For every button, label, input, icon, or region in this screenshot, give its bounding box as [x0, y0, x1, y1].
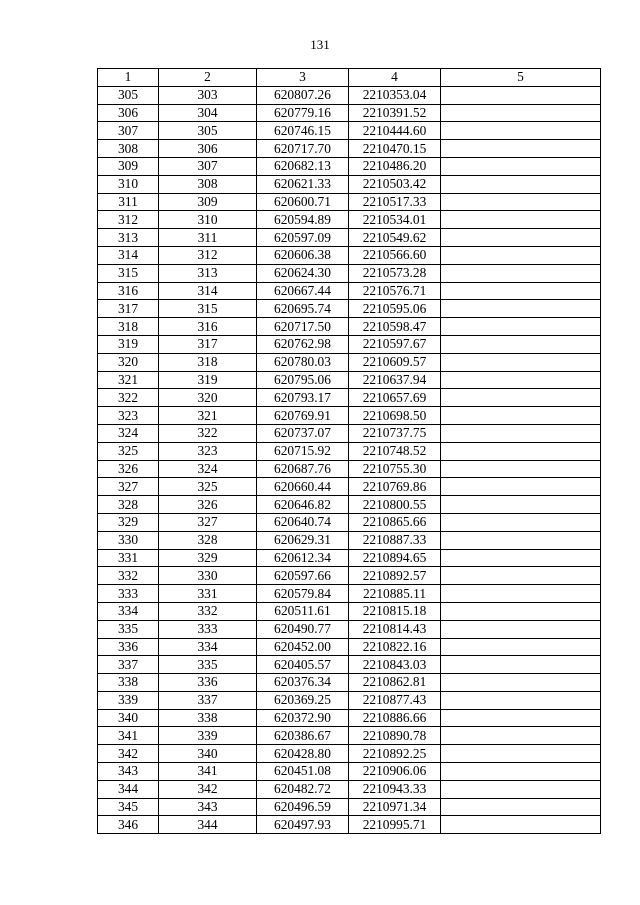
- table-row: [98, 229, 601, 247]
- table-cell-col-2: 328: [159, 531, 257, 549]
- table-cell-col-3: 620737.07: [257, 424, 349, 442]
- table-cell-col-1: 308: [98, 140, 159, 158]
- table-row: [98, 620, 601, 638]
- table-cell-col-2: 303: [159, 86, 257, 104]
- table-cell-col-2: 340: [159, 745, 257, 763]
- table-cell-col-1: 314: [98, 246, 159, 264]
- table-cell-col-3: 620496.59: [257, 798, 349, 816]
- table-cell-col-4: 2210862.81: [349, 674, 441, 692]
- table-cell-col-5: [441, 282, 601, 300]
- table-row: [98, 780, 601, 798]
- table-cell-col-4: 2210470.15: [349, 140, 441, 158]
- table-cell-col-3: 620695.74: [257, 300, 349, 318]
- table-cell-col-5: [441, 371, 601, 389]
- coordinates-table: [97, 68, 601, 834]
- table-cell-col-2: 314: [159, 282, 257, 300]
- table-cell-col-3: 620597.09: [257, 229, 349, 247]
- table-cell-col-5: [441, 620, 601, 638]
- table-cell-col-3: 620490.77: [257, 620, 349, 638]
- table-row: [98, 460, 601, 478]
- table-cell-col-4: 2210737.75: [349, 424, 441, 442]
- table-cell-col-2: 321: [159, 407, 257, 425]
- table-cell-col-5: [441, 496, 601, 514]
- table-row: [98, 140, 601, 158]
- table-cell-col-5: [441, 246, 601, 264]
- table-cell-col-4: 2210865.66: [349, 513, 441, 531]
- table-cell-col-3: 620762.98: [257, 335, 349, 353]
- table-cell-col-1: 340: [98, 709, 159, 727]
- table-cell-col-5: [441, 531, 601, 549]
- table-cell-col-4: 2210698.50: [349, 407, 441, 425]
- table-row: [98, 709, 601, 727]
- table-cell-col-3: 620606.38: [257, 246, 349, 264]
- table-cell-col-1: 321: [98, 371, 159, 389]
- table-cell-col-3: 620660.44: [257, 478, 349, 496]
- table-cell-col-5: [441, 442, 601, 460]
- table-cell-col-2: 315: [159, 300, 257, 318]
- table-cell-col-5: [441, 567, 601, 585]
- table-cell-col-5: [441, 727, 601, 745]
- table-cell-col-3: 620369.25: [257, 691, 349, 709]
- table-cell-col-1: 307: [98, 122, 159, 140]
- table-cell-col-4: 2210886.66: [349, 709, 441, 727]
- table-cell-col-5: [441, 816, 601, 834]
- table-cell-col-3: 620594.89: [257, 211, 349, 229]
- table-cell-col-2: 344: [159, 816, 257, 834]
- table-cell-col-3: 620451.08: [257, 763, 349, 781]
- table-cell-col-4: 2210517.33: [349, 193, 441, 211]
- table-cell-col-1: 344: [98, 780, 159, 798]
- table-cell-col-4: 2210814.43: [349, 620, 441, 638]
- table-row: [98, 638, 601, 656]
- table-row: [98, 175, 601, 193]
- table-cell-col-2: 336: [159, 674, 257, 692]
- table-cell-col-2: 309: [159, 193, 257, 211]
- table-cell-col-3: 620376.34: [257, 674, 349, 692]
- table-header: [98, 69, 601, 87]
- table-cell-col-3: 620579.84: [257, 585, 349, 603]
- table-cell-col-1: 328: [98, 496, 159, 514]
- table-cell-col-1: 346: [98, 816, 159, 834]
- table-cell-col-1: 336: [98, 638, 159, 656]
- table-cell-col-5: [441, 140, 601, 158]
- table-cell-col-1: 331: [98, 549, 159, 567]
- table-cell-col-5: [441, 104, 601, 122]
- table-cell-col-2: 342: [159, 780, 257, 798]
- table-cell-col-2: 325: [159, 478, 257, 496]
- table-cell-col-1: 334: [98, 602, 159, 620]
- table-cell-col-3: 620612.34: [257, 549, 349, 567]
- table-cell-col-1: 333: [98, 585, 159, 603]
- table-cell-col-1: 330: [98, 531, 159, 549]
- table-cell-col-5: [441, 122, 601, 140]
- table-row: [98, 691, 601, 709]
- table-cell-col-4: 2210894.65: [349, 549, 441, 567]
- table-cell-col-4: 2210815.18: [349, 602, 441, 620]
- table-cell-col-3: 620640.74: [257, 513, 349, 531]
- table-cell-col-3: 620372.90: [257, 709, 349, 727]
- table-row: [98, 193, 601, 211]
- table-cell-col-5: [441, 745, 601, 763]
- table-cell-col-5: [441, 424, 601, 442]
- table-cell-col-3: 620717.70: [257, 140, 349, 158]
- table-cell-col-2: 312: [159, 246, 257, 264]
- table-cell-col-2: 316: [159, 318, 257, 336]
- table-cell-col-2: 341: [159, 763, 257, 781]
- table-cell-col-1: 313: [98, 229, 159, 247]
- table-cell-col-1: 305: [98, 86, 159, 104]
- table-cell-col-1: 327: [98, 478, 159, 496]
- table-row: [98, 246, 601, 264]
- table-cell-col-3: 620780.03: [257, 353, 349, 371]
- table-cell-col-4: 2210800.55: [349, 496, 441, 514]
- table-cell-col-1: 318: [98, 318, 159, 336]
- table-cell-col-4: 2210353.04: [349, 86, 441, 104]
- table-row: [98, 122, 601, 140]
- table-cell-col-3: 620428.80: [257, 745, 349, 763]
- table-cell-col-2: 317: [159, 335, 257, 353]
- page-number: 131: [310, 37, 330, 52]
- table-cell-col-2: 311: [159, 229, 257, 247]
- table-cell-col-5: [441, 86, 601, 104]
- table-row: [98, 745, 601, 763]
- table-cell-col-1: 343: [98, 763, 159, 781]
- table-row: [98, 104, 601, 122]
- table-cell-col-2: 338: [159, 709, 257, 727]
- table-cell-col-1: 323: [98, 407, 159, 425]
- table-cell-col-3: 620667.44: [257, 282, 349, 300]
- table-row: [98, 816, 601, 834]
- table-row: [98, 585, 601, 603]
- table-row: [98, 674, 601, 692]
- table-cell-col-5: [441, 513, 601, 531]
- table-cell-col-5: [441, 478, 601, 496]
- table-row: [98, 798, 601, 816]
- table-row: [98, 549, 601, 567]
- table-cell-col-1: 319: [98, 335, 159, 353]
- table-cell-col-2: 339: [159, 727, 257, 745]
- table-row: [98, 727, 601, 745]
- table-cell-col-3: 620769.91: [257, 407, 349, 425]
- table-cell-col-4: 2210755.30: [349, 460, 441, 478]
- table-cell-col-2: 329: [159, 549, 257, 567]
- table-cell-col-4: 2210892.57: [349, 567, 441, 585]
- table-row: [98, 86, 601, 104]
- table-cell-col-1: 312: [98, 211, 159, 229]
- table-cell-col-5: [441, 318, 601, 336]
- table-row: [98, 353, 601, 371]
- table-row: [98, 371, 601, 389]
- table-cell-col-3: 620452.00: [257, 638, 349, 656]
- table-cell-col-1: 342: [98, 745, 159, 763]
- table-cell-col-4: 2210576.71: [349, 282, 441, 300]
- table-cell-col-2: 306: [159, 140, 257, 158]
- column-header-1: 1: [98, 69, 159, 87]
- table-cell-col-2: 343: [159, 798, 257, 816]
- table-cell-col-5: [441, 780, 601, 798]
- table-cell-col-3: 620646.82: [257, 496, 349, 514]
- table-cell-col-2: 320: [159, 389, 257, 407]
- table-cell-col-4: 2210995.71: [349, 816, 441, 834]
- table-cell-col-4: 2210597.67: [349, 335, 441, 353]
- table-cell-col-4: 2210906.06: [349, 763, 441, 781]
- table-cell-col-5: [441, 389, 601, 407]
- table-cell-col-2: 310: [159, 211, 257, 229]
- table-cell-col-3: 620497.93: [257, 816, 349, 834]
- table-cell-col-5: [441, 674, 601, 692]
- table-cell-col-4: 2210971.34: [349, 798, 441, 816]
- table-cell-col-3: 620682.13: [257, 157, 349, 175]
- table-cell-col-2: 307: [159, 157, 257, 175]
- table-cell-col-4: 2210534.01: [349, 211, 441, 229]
- table-cell-col-1: 306: [98, 104, 159, 122]
- table-cell-col-4: 2210598.47: [349, 318, 441, 336]
- table-cell-col-1: 339: [98, 691, 159, 709]
- table-cell-col-4: 2210748.52: [349, 442, 441, 460]
- column-header-2: 2: [159, 69, 257, 87]
- table-cell-col-1: 341: [98, 727, 159, 745]
- table-cell-col-3: 620779.16: [257, 104, 349, 122]
- table-row: [98, 763, 601, 781]
- table-row: [98, 389, 601, 407]
- table-row: [98, 424, 601, 442]
- table-body: [98, 86, 601, 833]
- table-cell-col-5: [441, 656, 601, 674]
- table-cell-col-5: [441, 691, 601, 709]
- table-cell-col-2: 313: [159, 264, 257, 282]
- table-cell-col-2: 335: [159, 656, 257, 674]
- table-cell-col-1: 310: [98, 175, 159, 193]
- table-cell-col-2: 324: [159, 460, 257, 478]
- table-cell-col-4: 2210486.20: [349, 157, 441, 175]
- table-cell-col-5: [441, 407, 601, 425]
- table-cell-col-5: [441, 638, 601, 656]
- table-cell-col-1: 324: [98, 424, 159, 442]
- table-cell-col-5: [441, 335, 601, 353]
- table-cell-col-1: 315: [98, 264, 159, 282]
- table-cell-col-5: [441, 264, 601, 282]
- table-cell-col-2: 319: [159, 371, 257, 389]
- table-cell-col-1: 345: [98, 798, 159, 816]
- table-cell-col-3: 620793.17: [257, 389, 349, 407]
- table-cell-col-5: [441, 211, 601, 229]
- table-cell-col-2: 333: [159, 620, 257, 638]
- table-cell-col-3: 620597.66: [257, 567, 349, 585]
- table-cell-col-5: [441, 300, 601, 318]
- table-cell-col-5: [441, 709, 601, 727]
- table-cell-col-5: [441, 175, 601, 193]
- table-cell-col-2: 334: [159, 638, 257, 656]
- table-cell-col-2: 308: [159, 175, 257, 193]
- table-cell-col-4: 2210887.33: [349, 531, 441, 549]
- table-row: [98, 407, 601, 425]
- table-row: [98, 442, 601, 460]
- table-cell-col-4: 2210391.52: [349, 104, 441, 122]
- table-cell-col-1: 337: [98, 656, 159, 674]
- table-cell-col-5: [441, 585, 601, 603]
- table-row: [98, 656, 601, 674]
- table-cell-col-4: 2210943.33: [349, 780, 441, 798]
- table-cell-col-5: [441, 193, 601, 211]
- column-header-3: 3: [257, 69, 349, 87]
- table-cell-col-2: 305: [159, 122, 257, 140]
- table-cell-col-1: 322: [98, 389, 159, 407]
- table-cell-col-4: 2210892.25: [349, 745, 441, 763]
- table-cell-col-5: [441, 460, 601, 478]
- table-cell-col-3: 620621.33: [257, 175, 349, 193]
- table-cell-col-2: 327: [159, 513, 257, 531]
- table-cell-col-4: 2210890.78: [349, 727, 441, 745]
- table-cell-col-5: [441, 549, 601, 567]
- table-cell-col-3: 620386.67: [257, 727, 349, 745]
- table-cell-col-3: 620405.57: [257, 656, 349, 674]
- table-cell-col-4: 2210843.03: [349, 656, 441, 674]
- table-row: [98, 264, 601, 282]
- table-cell-col-3: 620629.31: [257, 531, 349, 549]
- table-cell-col-2: 318: [159, 353, 257, 371]
- table-cell-col-4: 2210769.86: [349, 478, 441, 496]
- table-cell-col-1: 332: [98, 567, 159, 585]
- table-cell-col-5: [441, 229, 601, 247]
- table-row: [98, 531, 601, 549]
- table-cell-col-3: 620717.50: [257, 318, 349, 336]
- table-row: [98, 567, 601, 585]
- table-cell-col-4: 2210877.43: [349, 691, 441, 709]
- column-header-4: 4: [349, 69, 441, 87]
- table-cell-col-3: 620807.26: [257, 86, 349, 104]
- table-row: [98, 478, 601, 496]
- table-cell-col-2: 326: [159, 496, 257, 514]
- table-cell-col-4: 2210822.16: [349, 638, 441, 656]
- table-cell-col-4: 2210885.11: [349, 585, 441, 603]
- table-cell-col-4: 2210657.69: [349, 389, 441, 407]
- table-row: [98, 157, 601, 175]
- table-cell-col-4: 2210609.57: [349, 353, 441, 371]
- table-row: [98, 513, 601, 531]
- table-cell-col-3: 620715.92: [257, 442, 349, 460]
- table-row: [98, 300, 601, 318]
- table-cell-col-1: 335: [98, 620, 159, 638]
- table-cell-col-2: 332: [159, 602, 257, 620]
- table-cell-col-2: 304: [159, 104, 257, 122]
- table-cell-col-5: [441, 602, 601, 620]
- table-cell-col-3: 620624.30: [257, 264, 349, 282]
- table-cell-col-4: 2210503.42: [349, 175, 441, 193]
- table-cell-col-5: [441, 353, 601, 371]
- table-cell-col-4: 2210566.60: [349, 246, 441, 264]
- table-cell-col-4: 2210549.62: [349, 229, 441, 247]
- table-cell-col-3: 620687.76: [257, 460, 349, 478]
- table-cell-col-2: 331: [159, 585, 257, 603]
- table-cell-col-2: 323: [159, 442, 257, 460]
- table-row: [98, 282, 601, 300]
- table-cell-col-4: 2210595.06: [349, 300, 441, 318]
- table-cell-col-1: 317: [98, 300, 159, 318]
- table-cell-col-1: 338: [98, 674, 159, 692]
- table-cell-col-5: [441, 763, 601, 781]
- header-row: [98, 69, 601, 87]
- table-cell-col-2: 322: [159, 424, 257, 442]
- table-row: [98, 602, 601, 620]
- table-cell-col-3: 620482.72: [257, 780, 349, 798]
- column-header-5: 5: [441, 69, 601, 87]
- table-cell-col-4: 2210444.60: [349, 122, 441, 140]
- table-cell-col-4: 2210573.28: [349, 264, 441, 282]
- table-cell-col-3: 620746.15: [257, 122, 349, 140]
- table-cell-col-1: 329: [98, 513, 159, 531]
- table-cell-col-1: 325: [98, 442, 159, 460]
- table-row: [98, 335, 601, 353]
- table-cell-col-3: 620795.06: [257, 371, 349, 389]
- table-cell-col-4: 2210637.94: [349, 371, 441, 389]
- table-cell-col-3: 620600.71: [257, 193, 349, 211]
- table-cell-col-1: 320: [98, 353, 159, 371]
- table-cell-col-5: [441, 157, 601, 175]
- table-row: [98, 318, 601, 336]
- table-cell-col-1: 311: [98, 193, 159, 211]
- table-cell-col-5: [441, 798, 601, 816]
- table-cell-col-3: 620511.61: [257, 602, 349, 620]
- table-row: [98, 496, 601, 514]
- table-row: [98, 211, 601, 229]
- table-cell-col-1: 316: [98, 282, 159, 300]
- table-cell-col-2: 337: [159, 691, 257, 709]
- table-cell-col-1: 326: [98, 460, 159, 478]
- table-cell-col-2: 330: [159, 567, 257, 585]
- table-cell-col-1: 309: [98, 157, 159, 175]
